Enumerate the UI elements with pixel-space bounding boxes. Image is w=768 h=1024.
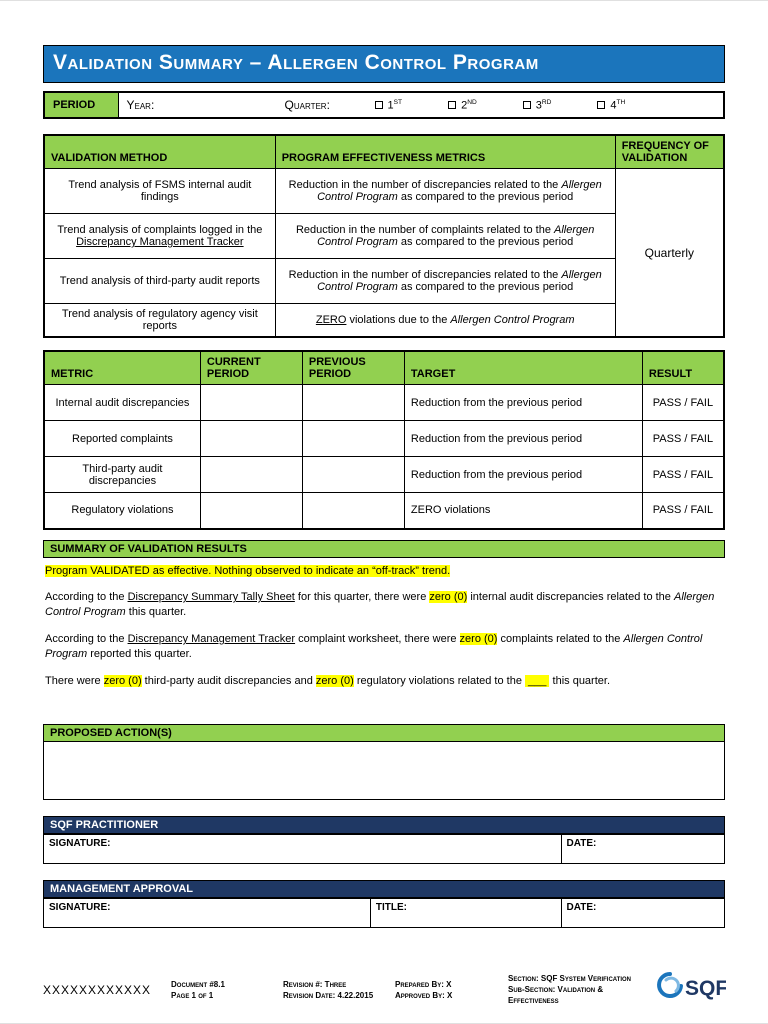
document-footer [43,969,728,1010]
previous-period-cell[interactable] [302,421,404,457]
sqf-logo-text: SQF [685,977,726,1000]
summary-section-header: SUMMARY OF VALIDATION RESULTS [43,540,725,558]
effectiveness-metric-cell: Reduction in the number of complaints related to the Allergen Control Program as compared to the previous period [275,214,615,259]
table-row [44,421,724,457]
quarter-4-option[interactable] [597,99,625,112]
col-validation-method: VALIDATION METHOD [44,135,275,169]
validation-method-cell: Trend analysis of complaints logged in the Discrepancy Management Tracker [44,214,275,259]
validation-method-cell: Trend analysis of third-party audit reports [44,259,275,304]
revision-date: Revision Date: 4.22.2015 [283,990,374,1000]
col-frequency-of-validation: FREQUENCY OF VALIDATION [615,135,724,169]
col-previous-period: PREVIOUS PERIOD [302,351,404,385]
quarter-label: Quarter: [284,98,330,112]
quarter-1-option[interactable] [375,99,403,112]
effectiveness-metric-cell: Reduction in the number of discrepancies related to the Allergen Control Program as compared to the previous period [275,259,615,304]
table-row [44,834,725,863]
summary-body [43,558,725,716]
period-row [44,92,724,118]
col-metric: METRIC [44,351,200,385]
result-cell: PASS / FAIL [642,457,724,493]
footer-document-info [171,979,283,1001]
table-row [44,169,724,214]
summary-section [43,540,725,716]
period-table [43,91,725,119]
col-current-period: CURRENT PERIOD [200,351,302,385]
target-cell: ZERO violations [404,493,642,529]
current-period-cell[interactable] [200,457,302,493]
page-count: Page 1 of 1 [171,990,214,1000]
table-row [44,898,725,927]
effectiveness-metric-cell: Reduction in the number of discrepancies related to the Allergen Control Program as compared to the previous period [275,169,615,214]
table-row [44,493,724,529]
quarter-3-option[interactable] [523,99,552,112]
target-cell: Reduction from the previous period [404,385,642,421]
quarter-4-label: 4TH [610,98,626,112]
date-field[interactable]: DATE: [561,898,724,927]
proposed-actions-section [43,724,725,800]
proposed-actions-input-area[interactable] [43,742,725,800]
signature-field[interactable]: SIGNATURE: [44,834,562,863]
summary-paragraph: According to the Discrepancy Management Tracker complaint worksheet, there were zero (0) complaints related to the Allergen Control Program reported this quarter. [45,633,703,660]
sqf-practitioner-section [43,816,725,864]
footer-revision-info [283,979,395,1001]
table-row [44,457,724,493]
proposed-actions-header: PROPOSED ACTION(S) [43,724,725,742]
prepared-by: Prepared By: X [395,979,452,989]
approved-by: Approved By: X [395,990,453,1000]
signature-field[interactable]: SIGNATURE: [44,898,371,927]
document-number: Document #8.1 [171,979,225,989]
effectiveness-metric-cell: ZERO violations due to the Allergen Control Program [275,304,615,338]
quarter-2-label: 2ND [461,98,477,112]
current-period-cell[interactable] [200,493,302,529]
target-cell: Reduction from the previous period [404,457,642,493]
sqf-logo-icon [654,969,726,1010]
footer-section-info [508,973,650,1006]
quarter-3-checkbox-icon[interactable] [523,101,531,109]
quarter-2-checkbox-icon[interactable] [448,101,456,109]
previous-period-cell[interactable] [302,385,404,421]
footer-placeholder: XXXXXXXXXXXX [43,982,152,997]
validation-table-header-row [44,135,724,169]
quarter-1-label: 1ST [387,98,403,112]
metric-name-cell: Internal audit discrepancies [44,385,200,421]
summary-highlight-line: Program VALIDATED as effective. Nothing observed to indicate an “off-track” trend. [45,564,451,577]
summary-paragraph: According to the Discrepancy Summary Tally Sheet for this quarter, there were zero (0) internal audit discrepancies related to the Allergen Control Program this quarter. [45,591,715,619]
period-label: PERIOD [44,92,118,118]
validation-method-cell: Trend analysis of regulatory agency visit reports [44,304,275,338]
previous-period-cell[interactable] [302,457,404,493]
section-name: Section: SQF System Verification [508,974,632,983]
current-period-cell[interactable] [200,421,302,457]
title-field[interactable]: TITLE: [370,898,561,927]
summary-paragraph: There were zero (0) third-party audit discrepancies and zero (0) regulatory violations related to the ___ this quarter. [45,674,611,687]
revision-number: Revision #: Three [283,979,347,989]
result-cell: PASS / FAIL [642,421,724,457]
management-approval-section [43,880,725,928]
sub-section-name: Sub-Section: Validation & Effectiveness [508,985,604,1005]
result-cell: PASS / FAIL [642,493,724,529]
col-result: RESULT [642,351,724,385]
metric-name-cell: Third-party audit discrepancies [44,457,200,493]
management-approval-header: MANAGEMENT APPROVAL [43,880,725,898]
sqf-practitioner-header: SQF PRACTITIONER [43,816,725,834]
validation-method-cell: Trend analysis of FSMS internal audit findings [44,169,275,214]
metrics-table-header-row [44,351,724,385]
result-cell: PASS / FAIL [642,385,724,421]
previous-period-cell[interactable] [302,493,404,529]
quarter-3-label: 3RD [535,98,552,112]
year-label: Year: [126,98,155,112]
col-program-effectiveness-metrics: PROGRAM EFFECTIVENESS METRICS [275,135,615,169]
col-target: TARGET [404,351,642,385]
quarter-2-option[interactable] [448,99,477,112]
period-fields-cell [118,92,724,118]
frequency-value-cell: Quarterly [615,169,724,338]
date-field[interactable]: DATE: [561,834,724,863]
quarter-4-checkbox-icon[interactable] [597,101,605,109]
approval-signature-table [43,898,725,928]
page-title: Validation Summary – Allergen Control Program [53,51,539,74]
footer-prepared-info [395,979,508,1001]
validation-method-table [43,134,725,338]
metrics-result-table [43,350,725,530]
metric-name-cell: Regulatory violations [44,493,200,529]
practitioner-signature-table [43,834,725,864]
document-title-bar [43,45,725,83]
quarter-1-checkbox-icon[interactable] [375,101,383,109]
table-row [44,385,724,421]
current-period-cell[interactable] [200,385,302,421]
metric-name-cell: Reported complaints [44,421,200,457]
target-cell: Reduction from the previous period [404,421,642,457]
